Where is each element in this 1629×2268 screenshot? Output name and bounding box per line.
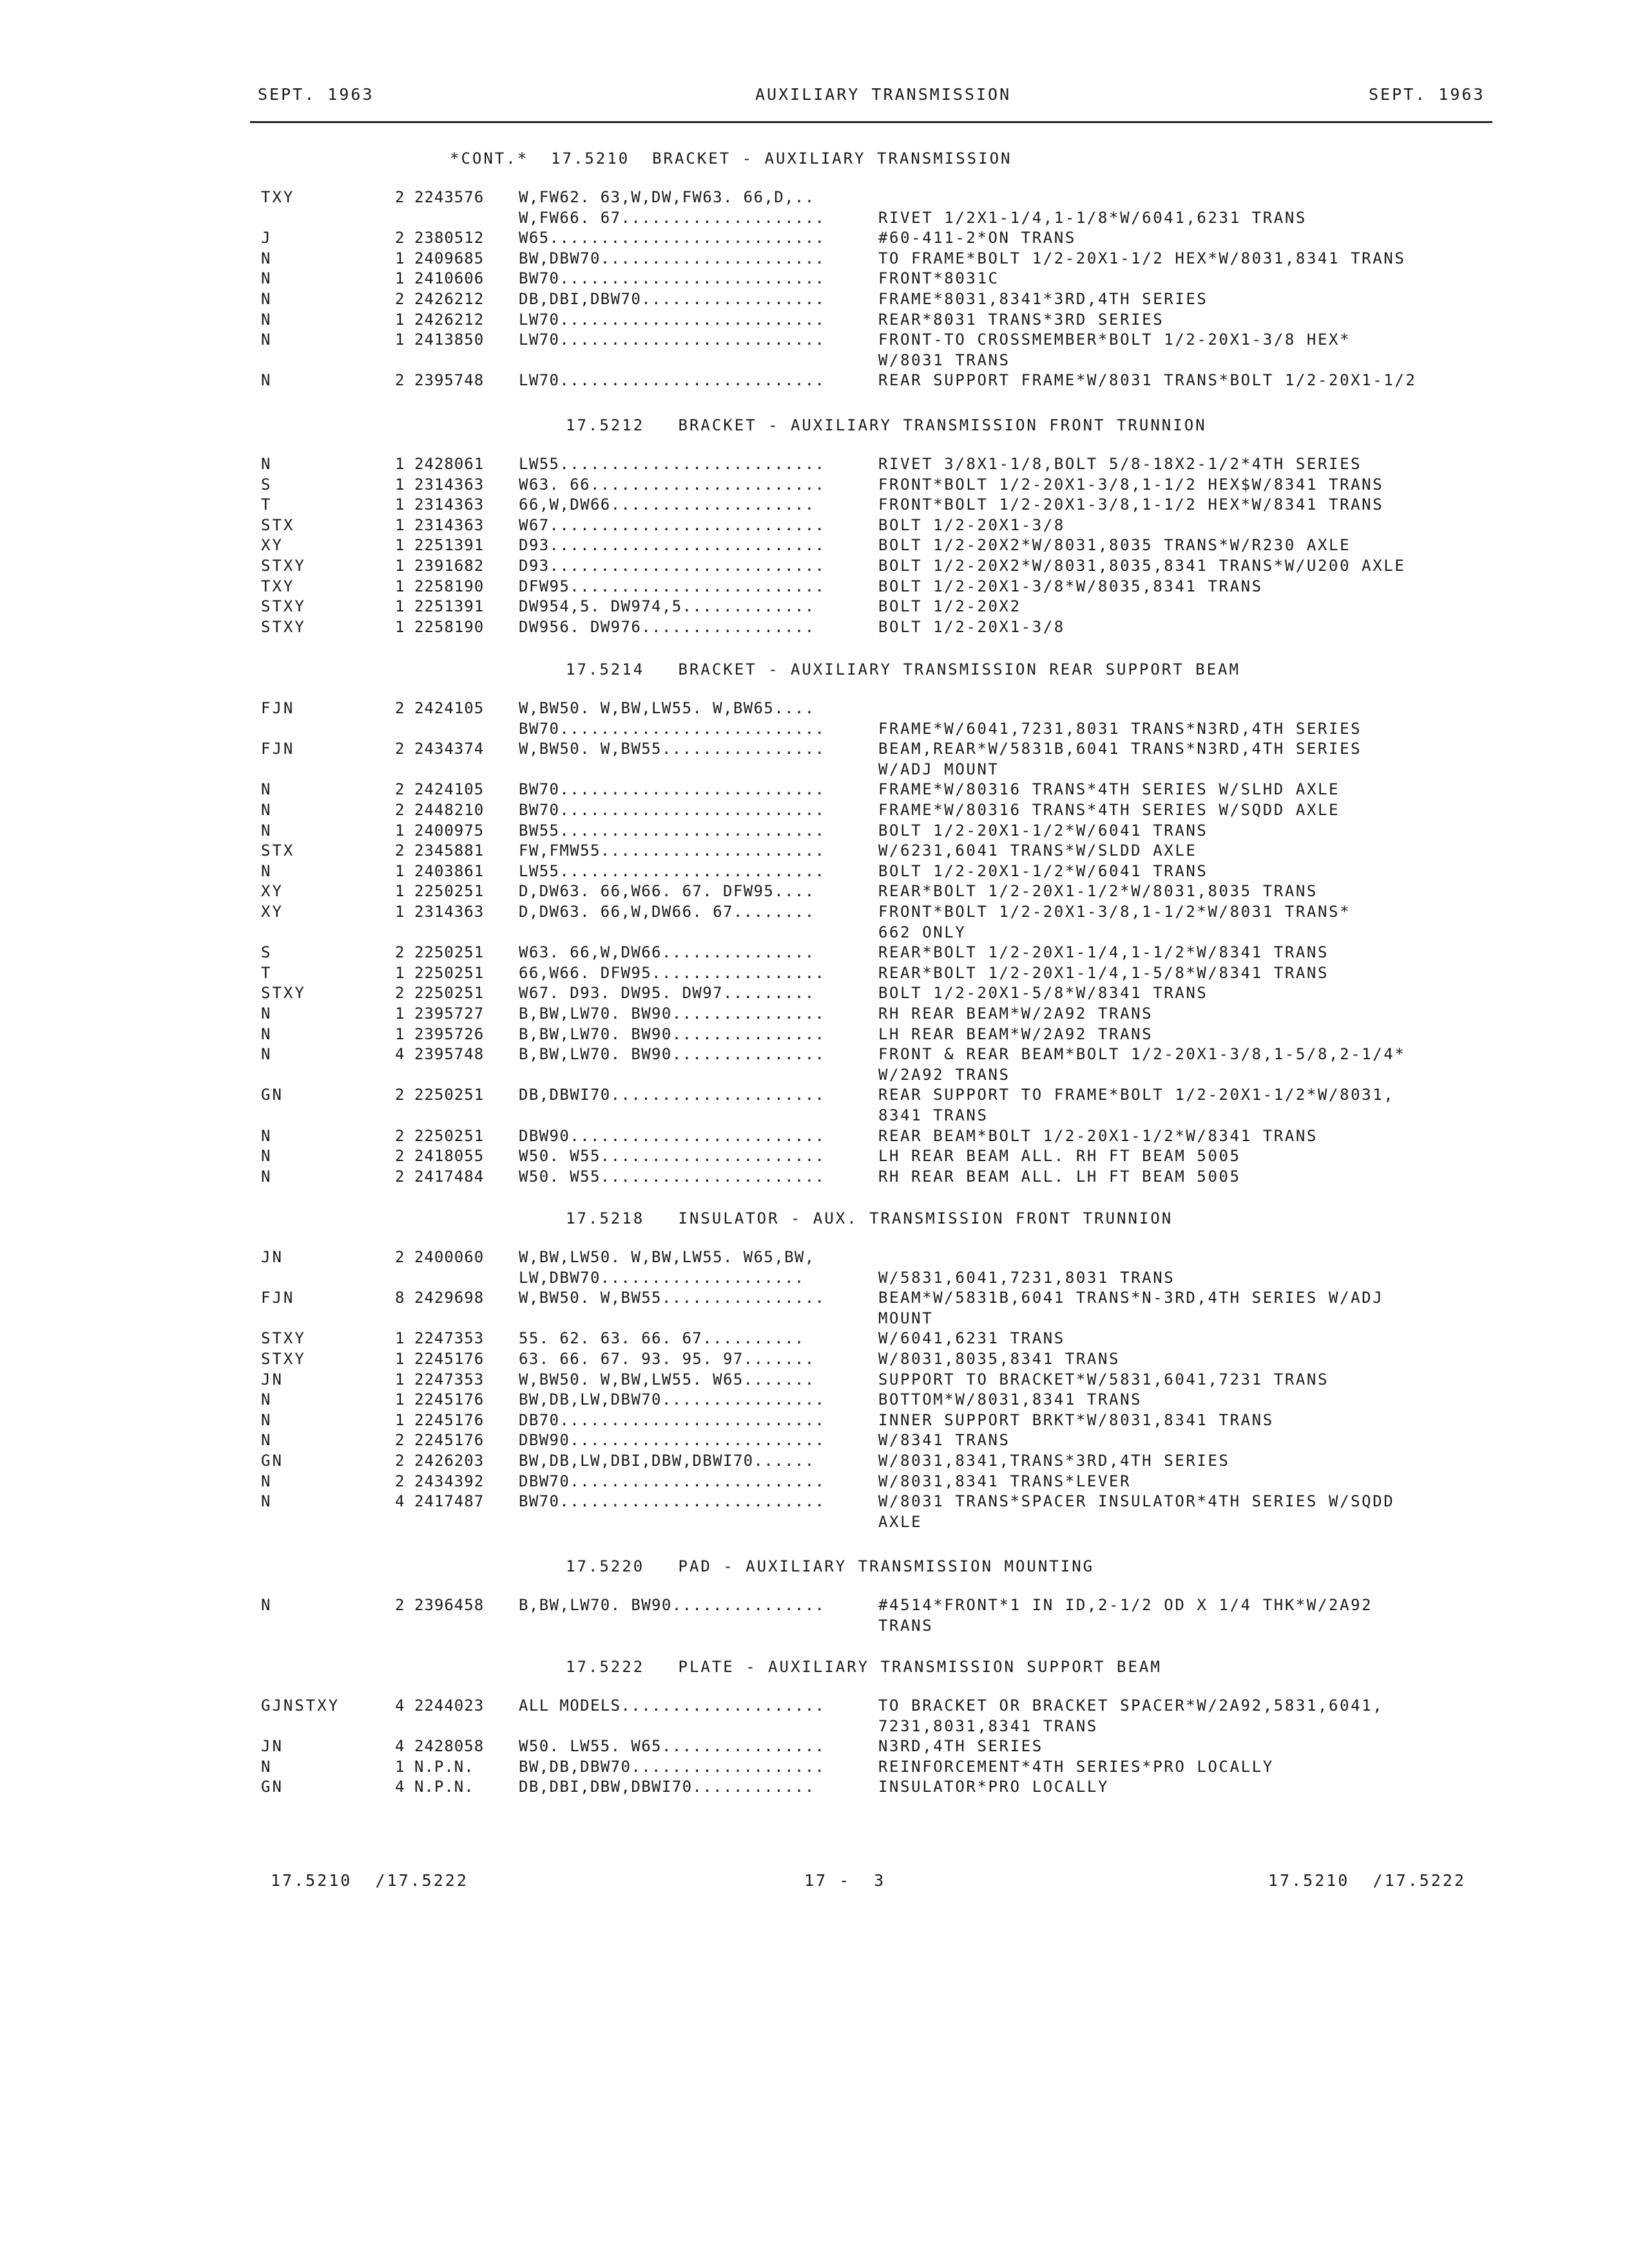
row-description: BOLT 1/2-20X1-1/2*W/6041 TRANS — [878, 861, 1208, 880]
row-quantity: 2 — [395, 371, 405, 390]
row-part-number: 2426212 — [414, 310, 485, 329]
row-part-number: 2251391 — [414, 597, 485, 616]
row-part-number: 2391682 — [414, 557, 485, 575]
row-description: W/6231,6041 TRANS*W/SLDD AXLE — [878, 841, 1197, 860]
row-usage-code: N — [261, 1045, 273, 1064]
row-quantity: 1 — [395, 455, 405, 473]
row-description: BOLT 1/2-20X1-3/8 — [878, 617, 1065, 636]
row-quantity: 2 — [395, 780, 405, 799]
row-usage-code: N — [261, 1167, 273, 1186]
row-quantity: 1 — [395, 1370, 405, 1389]
row-usage-code: S — [261, 943, 273, 962]
row-models: B,BW,LW70. BW90............... — [519, 1004, 825, 1023]
row-part-number: N.P.N. — [414, 1778, 474, 1796]
row-quantity: 4 — [395, 1045, 405, 1064]
row-usage-code: N — [261, 780, 273, 799]
row-description: #60-411-2*ON TRANS — [878, 229, 1076, 247]
row-quantity: 2 — [395, 1086, 405, 1104]
row-quantity: 1 — [395, 495, 405, 514]
row-quantity: 1 — [395, 1024, 405, 1043]
row-description: FRAME*W/80316 TRANS*4TH SERIES W/SLHD AXLE — [878, 780, 1340, 799]
row-models: LW,DBW70.................... — [519, 1268, 805, 1287]
row-models: D93........................... — [519, 536, 825, 555]
row-part-number: 2380512 — [414, 229, 485, 247]
row-part-number: 2345881 — [414, 841, 485, 860]
row-part-number: 2395726 — [414, 1024, 485, 1043]
row-description: MOUNT — [878, 1309, 934, 1327]
row-models: W,BW,LW50. W,BW,LW55. W65,BW, — [519, 1248, 815, 1266]
row-models: BW70.......................... — [519, 269, 825, 288]
row-description: FRONT-TO CROSSMEMBER*BOLT 1/2-20X1-3/8 HEX* — [878, 331, 1351, 349]
row-part-number: 2426212 — [414, 290, 485, 308]
row-models: W63. 66....................... — [519, 475, 825, 494]
row-quantity: 2 — [395, 1126, 405, 1145]
row-part-number: 2258190 — [414, 577, 485, 595]
row-description: FRONT*BOLT 1/2-20X1-3/8,1-1/2 HEX*W/8341 TRANS — [878, 495, 1384, 514]
header-date-left: SEPT. 1963 — [258, 85, 374, 104]
row-models: LW55.......................... — [519, 455, 825, 473]
section-title: 17.5212 BRACKET - AUXILIARY TRANSMISSION FRONT TRUNNION — [566, 416, 1207, 434]
row-description: FRAME*W/80316 TRANS*4TH SERIES W/SQDD AXLE — [878, 801, 1340, 819]
row-models: W67. D93. DW95. DW97......... — [519, 984, 815, 1003]
row-quantity: 1 — [395, 269, 405, 288]
row-description: TRANS — [878, 1616, 934, 1635]
row-description: FRONT*8031C — [878, 269, 999, 288]
row-quantity: 1 — [395, 821, 405, 840]
row-models: DW956. DW976................. — [519, 617, 815, 636]
row-usage-code: N — [261, 455, 273, 473]
row-description: N3RD,4TH SERIES — [878, 1737, 1043, 1756]
row-quantity: 1 — [395, 963, 405, 982]
row-usage-code: N — [261, 269, 273, 288]
row-models: BW,DBW70...................... — [519, 249, 825, 267]
row-models: D,DW63. 66,W,DW66. 67........ — [519, 903, 815, 921]
row-quantity: 1 — [395, 577, 405, 595]
row-quantity: 1 — [395, 1390, 405, 1409]
row-description: FRAME*8031,8341*3RD,4TH SERIES — [878, 290, 1208, 308]
row-description: W/8031,8341,TRANS*3RD,4TH SERIES — [878, 1452, 1230, 1470]
row-description: W/2A92 TRANS — [878, 1065, 1010, 1084]
row-quantity: 2 — [395, 801, 405, 819]
row-models: LW55.......................... — [519, 861, 825, 880]
row-part-number: 2428061 — [414, 455, 485, 473]
row-quantity: 1 — [395, 515, 405, 534]
row-usage-code: N — [261, 821, 273, 840]
row-description: 8341 TRANS — [878, 1106, 988, 1124]
row-models: 66,W66. DFW95................. — [519, 963, 825, 982]
row-part-number: 2434392 — [414, 1472, 485, 1490]
row-usage-code: T — [261, 495, 273, 514]
row-quantity: 1 — [395, 1329, 405, 1348]
row-models: DBW90......................... — [519, 1126, 825, 1145]
row-usage-code: STXY — [261, 597, 306, 616]
row-usage-code: JN — [261, 1248, 284, 1266]
row-description: 662 ONLY — [878, 923, 967, 941]
row-part-number: 2429698 — [414, 1289, 485, 1307]
row-models: LW70.......................... — [519, 331, 825, 349]
section-title: 17.5218 INSULATOR - AUX. TRANSMISSION FRONT TRUNNION — [566, 1209, 1173, 1227]
row-models: W63. 66,W,DW66............... — [519, 943, 815, 962]
row-usage-code: N — [261, 1472, 273, 1490]
row-quantity: 4 — [395, 1737, 405, 1756]
row-usage-code: N — [261, 1431, 273, 1450]
row-description: BOLT 1/2-20X2*W/8031,8035 TRANS*W/R230 AXLE — [878, 536, 1351, 555]
row-quantity: 1 — [395, 249, 405, 267]
row-part-number: 2395748 — [414, 1045, 485, 1064]
row-part-number: 2428058 — [414, 1737, 485, 1756]
row-description: W/8031,8341 TRANS*LEVER — [878, 1472, 1132, 1490]
row-quantity: 4 — [395, 1492, 405, 1511]
row-description: INNER SUPPORT BRKT*W/8031,8341 TRANS — [878, 1410, 1274, 1429]
row-usage-code: N — [261, 249, 273, 267]
row-part-number: 2245176 — [414, 1410, 485, 1429]
row-part-number: 2448210 — [414, 801, 485, 819]
row-part-number: 2247353 — [414, 1370, 485, 1389]
row-description: REAR*BOLT 1/2-20X1-1/2*W/8031,8035 TRANS — [878, 882, 1318, 901]
row-usage-code: STXY — [261, 617, 306, 636]
row-models: D93........................... — [519, 557, 825, 575]
row-models: W50. LW55. W65................ — [519, 1737, 825, 1756]
row-quantity: 2 — [395, 1431, 405, 1450]
row-models: W50. W55...................... — [519, 1147, 825, 1166]
row-quantity: 1 — [395, 882, 405, 901]
header-rule — [250, 121, 1492, 123]
row-usage-code: N — [261, 1126, 273, 1145]
row-part-number: 2245176 — [414, 1350, 485, 1368]
row-usage-code: N — [261, 290, 273, 308]
row-quantity: 1 — [395, 861, 405, 880]
row-usage-code: J — [261, 229, 273, 247]
section-title: *CONT.* 17.5210 BRACKET - AUXILIARY TRANSMISSION — [450, 149, 1012, 168]
row-quantity: 2 — [395, 1472, 405, 1490]
row-quantity: 8 — [395, 1289, 405, 1307]
row-part-number: 2424105 — [414, 780, 485, 799]
row-usage-code: STXY — [261, 1329, 306, 1348]
row-description: RH REAR BEAM ALL. LH FT BEAM 5005 — [878, 1167, 1241, 1186]
row-description: FRAME*W/6041,7231,8031 TRANS*N3RD,4TH SERIES — [878, 719, 1362, 738]
row-usage-code: N — [261, 1004, 273, 1023]
row-models: B,BW,LW70. BW90............... — [519, 1045, 825, 1064]
row-models: BW,DB,LW,DBW70................ — [519, 1390, 825, 1409]
row-part-number: N.P.N. — [414, 1757, 474, 1776]
row-description: RH REAR BEAM*W/2A92 TRANS — [878, 1004, 1153, 1023]
row-models: BW70.......................... — [519, 719, 825, 738]
row-part-number: 2314363 — [414, 475, 485, 494]
row-usage-code: N — [261, 861, 273, 880]
row-description: W/8031,8035,8341 TRANS — [878, 1350, 1121, 1368]
row-models: DBW70......................... — [519, 1472, 825, 1490]
row-part-number: 2314363 — [414, 515, 485, 534]
row-description: REAR BEAM*BOLT 1/2-20X1-1/2*W/8341 TRANS — [878, 1126, 1318, 1145]
row-quantity: 2 — [395, 290, 405, 308]
row-usage-code: GN — [261, 1778, 284, 1796]
row-quantity: 2 — [395, 229, 405, 247]
row-description: 7231,8031,8341 TRANS — [878, 1716, 1098, 1735]
row-usage-code: N — [261, 371, 273, 390]
row-usage-code: TXY — [261, 188, 295, 206]
footer-range-right: 17.5210 /17.5222 — [1268, 1871, 1466, 1890]
row-part-number: 2314363 — [414, 903, 485, 921]
row-models: BW70.......................... — [519, 780, 825, 799]
row-quantity: 2 — [395, 1452, 405, 1470]
row-description: SUPPORT TO BRACKET*W/5831,6041,7231 TRANS — [878, 1370, 1329, 1389]
row-usage-code: N — [261, 310, 273, 329]
row-description: LH REAR BEAM*W/2A92 TRANS — [878, 1024, 1153, 1043]
row-usage-code: N — [261, 1147, 273, 1166]
footer-page-number: 17 - 3 — [804, 1871, 886, 1890]
row-models: B,BW,LW70. BW90............... — [519, 1024, 825, 1043]
section-title: 17.5222 PLATE - AUXILIARY TRANSMISSION SUPPORT BEAM — [566, 1658, 1162, 1676]
row-models: DB,DBI,DBW70.................. — [519, 290, 825, 308]
row-part-number: 2409685 — [414, 249, 485, 267]
row-usage-code: XY — [261, 903, 284, 921]
row-usage-code: N — [261, 801, 273, 819]
row-usage-code: JN — [261, 1370, 284, 1389]
row-quantity: 1 — [395, 1350, 405, 1368]
row-description: RIVET 3/8X1-1/8,BOLT 5/8-18X2-1/2*4TH SERIES — [878, 455, 1362, 473]
row-quantity: 1 — [395, 536, 405, 555]
row-models: W,FW66. 67.................... — [519, 208, 825, 227]
row-usage-code: N — [261, 1492, 273, 1511]
row-models: FW,FMW55...................... — [519, 841, 825, 860]
row-part-number: 2314363 — [414, 495, 485, 514]
row-models: 66,W,DW66.................... — [519, 495, 815, 514]
row-quantity: 1 — [395, 617, 405, 636]
row-description: REAR*8031 TRANS*3RD SERIES — [878, 310, 1164, 329]
row-usage-code: TXY — [261, 577, 295, 595]
section-title: 17.5220 PAD - AUXILIARY TRANSMISSION MOUNTING — [566, 1557, 1095, 1575]
row-models: DB,DBI,DBW,DBWI70............ — [519, 1778, 815, 1796]
row-quantity: 1 — [395, 597, 405, 616]
row-part-number: 2250251 — [414, 1126, 485, 1145]
row-description: REAR*BOLT 1/2-20X1-1/4,1-5/8*W/8341 TRANS — [878, 963, 1329, 982]
row-quantity: 2 — [395, 1596, 405, 1614]
row-part-number: 2413850 — [414, 331, 485, 349]
row-models: ALL MODELS.................... — [519, 1696, 825, 1715]
row-models: D,DW63. 66,W66. 67. DFW95.... — [519, 882, 815, 901]
row-models: BW70.......................... — [519, 801, 825, 819]
row-quantity: 2 — [395, 943, 405, 962]
row-quantity: 2 — [395, 1147, 405, 1166]
row-models: DW954,5. DW974,5............. — [519, 597, 815, 616]
row-models: 55. 62. 63. 66. 67.......... — [519, 1329, 805, 1348]
row-part-number: 2250251 — [414, 1086, 485, 1104]
row-part-number: 2243576 — [414, 188, 485, 206]
row-description: AXLE — [878, 1512, 923, 1531]
row-quantity: 1 — [395, 331, 405, 349]
row-models: W65........................... — [519, 229, 825, 247]
row-description: W/6041,6231 TRANS — [878, 1329, 1065, 1348]
row-description: BOLT 1/2-20X2*W/8031,8035,8341 TRANS*W/U200 AXLE — [878, 557, 1406, 575]
row-description: BOLT 1/2-20X1-5/8*W/8341 TRANS — [878, 984, 1208, 1003]
row-part-number: 2250251 — [414, 984, 485, 1003]
row-part-number: 2395727 — [414, 1004, 485, 1023]
row-description: W/8341 TRANS — [878, 1431, 1010, 1450]
row-part-number: 2245176 — [414, 1431, 485, 1450]
row-usage-code: XY — [261, 536, 284, 555]
row-part-number: 2403861 — [414, 861, 485, 880]
row-usage-code: N — [261, 1410, 273, 1429]
row-part-number: 2400060 — [414, 1248, 485, 1266]
row-description: W/5831,6041,7231,8031 TRANS — [878, 1268, 1175, 1287]
row-models: BW55.......................... — [519, 821, 825, 840]
row-part-number: 2418055 — [414, 1147, 485, 1166]
row-models: W,BW50. W,BW,LW55. W65....... — [519, 1370, 815, 1389]
row-models: B,BW,LW70. BW90............... — [519, 1596, 825, 1614]
row-usage-code: XY — [261, 882, 284, 901]
row-models: 63. 66. 67. 93. 95. 97....... — [519, 1350, 815, 1368]
row-models: DBW90......................... — [519, 1431, 825, 1450]
row-models: BW70.......................... — [519, 1492, 825, 1511]
row-models: BW,DB,LW,DBI,DBW,DBWI70...... — [519, 1452, 815, 1470]
row-models: W67........................... — [519, 515, 825, 534]
row-part-number: 2434374 — [414, 740, 485, 758]
row-quantity: 2 — [395, 740, 405, 758]
row-usage-code: GN — [261, 1452, 284, 1470]
row-quantity: 2 — [395, 1167, 405, 1186]
row-usage-code: JN — [261, 1737, 284, 1756]
row-models: DFW95......................... — [519, 577, 825, 595]
row-description: W/8031 TRANS*SPACER INSULATOR*4TH SERIES W/SQDD — [878, 1492, 1395, 1511]
row-usage-code: FJN — [261, 740, 295, 758]
row-models: LW70.......................... — [519, 371, 825, 390]
row-usage-code: STXY — [261, 984, 306, 1003]
row-quantity: 2 — [395, 841, 405, 860]
section-title: 17.5214 BRACKET - AUXILIARY TRANSMISSION REAR SUPPORT BEAM — [566, 660, 1240, 678]
row-description: BOLT 1/2-20X2 — [878, 597, 1021, 616]
row-usage-code: N — [261, 1390, 273, 1409]
row-quantity: 2 — [395, 188, 405, 206]
row-usage-code: N — [261, 1024, 273, 1043]
row-quantity: 1 — [395, 903, 405, 921]
row-quantity: 2 — [395, 984, 405, 1003]
footer-range-left: 17.5210 /17.5222 — [271, 1871, 468, 1890]
row-models: W,BW50. W,BW55................ — [519, 740, 825, 758]
row-models: W,FW62. 63,W,DW,FW63. 66,D,.. — [519, 188, 815, 206]
row-part-number: 2400975 — [414, 821, 485, 840]
row-part-number: 2245176 — [414, 1390, 485, 1409]
row-part-number: 2258190 — [414, 617, 485, 636]
row-description: BOLT 1/2-20X1-3/8*W/8035,8341 TRANS — [878, 577, 1263, 595]
header-date-right: SEPT. 1963 — [1369, 85, 1485, 104]
row-models: W50. W55...................... — [519, 1167, 825, 1186]
row-description: REAR SUPPORT FRAME*W/8031 TRANS*BOLT 1/2-20X1-1/2 — [878, 371, 1417, 390]
row-quantity: 4 — [395, 1778, 405, 1796]
row-usage-code: STX — [261, 841, 295, 860]
row-description: BOLT 1/2-20X1-1/2*W/6041 TRANS — [878, 821, 1208, 840]
row-part-number: 2250251 — [414, 882, 485, 901]
row-part-number: 2250251 — [414, 963, 485, 982]
row-description: FRONT & REAR BEAM*BOLT 1/2-20X1-3/8,1-5/8,2-1/4* — [878, 1045, 1406, 1064]
row-description: FRONT*BOLT 1/2-20X1-3/8,1-1/2 HEX$W/8341 TRANS — [878, 475, 1384, 494]
row-description: TO FRAME*BOLT 1/2-20X1-1/2 HEX*W/8031,8341 TRANS — [878, 249, 1406, 267]
row-models: W,BW50. W,BW,LW55. W,BW65.... — [519, 699, 815, 717]
row-quantity: 4 — [395, 1696, 405, 1715]
row-quantity: 1 — [395, 475, 405, 494]
row-part-number: 2244023 — [414, 1696, 485, 1715]
row-part-number: 2417484 — [414, 1167, 485, 1186]
row-description: TO BRACKET OR BRACKET SPACER*W/2A92,5831,6041, — [878, 1696, 1384, 1715]
row-quantity: 1 — [395, 1757, 405, 1776]
row-usage-code: N — [261, 1596, 273, 1614]
row-usage-code: FJN — [261, 699, 295, 717]
row-description: REAR SUPPORT TO FRAME*BOLT 1/2-20X1-1/2*W/8031, — [878, 1086, 1395, 1104]
row-part-number: 2424105 — [414, 699, 485, 717]
row-part-number: 2251391 — [414, 536, 485, 555]
row-quantity: 1 — [395, 310, 405, 329]
row-usage-code: GJNSTXY — [261, 1696, 340, 1715]
row-part-number: 2426203 — [414, 1452, 485, 1470]
row-part-number: 2410606 — [414, 269, 485, 288]
row-quantity: 1 — [395, 1004, 405, 1023]
row-usage-code: GN — [261, 1086, 284, 1104]
row-usage-code: FJN — [261, 1289, 295, 1307]
row-usage-code: N — [261, 331, 273, 349]
row-usage-code: STXY — [261, 557, 306, 575]
row-description: #4514*FRONT*1 IN ID,2-1/2 OD X 1/4 THK*W/2A92 — [878, 1596, 1373, 1614]
row-description: BEAM*W/5831B,6041 TRANS*N-3RD,4TH SERIES W/ADJ — [878, 1289, 1384, 1307]
row-quantity: 1 — [395, 1410, 405, 1429]
row-description: REAR*BOLT 1/2-20X1-1/4,1-1/2*W/8341 TRANS — [878, 943, 1329, 962]
row-description: W/ADJ MOUNT — [878, 760, 999, 778]
row-description: BOTTOM*W/8031,8341 TRANS — [878, 1390, 1142, 1409]
row-part-number: 2247353 — [414, 1329, 485, 1348]
row-description: INSULATOR*PRO LOCALLY — [878, 1778, 1110, 1796]
row-description: REINFORCEMENT*4TH SERIES*PRO LOCALLY — [878, 1757, 1274, 1776]
row-description: BEAM,REAR*W/5831B,6041 TRANS*N3RD,4TH SERIES — [878, 740, 1362, 758]
row-part-number: 2396458 — [414, 1596, 485, 1614]
row-description: BOLT 1/2-20X1-3/8 — [878, 515, 1065, 534]
row-models: DB,DBWI70..................... — [519, 1086, 825, 1104]
row-usage-code: STX — [261, 515, 295, 534]
row-models: DB70.......................... — [519, 1410, 825, 1429]
row-part-number: 2417487 — [414, 1492, 485, 1511]
row-models: W,BW50. W,BW55................ — [519, 1289, 825, 1307]
row-usage-code: S — [261, 475, 273, 494]
row-usage-code: STXY — [261, 1350, 306, 1368]
row-description: RIVET 1/2X1-1/4,1-1/8*W/6041,6231 TRANS — [878, 208, 1307, 227]
row-description: W/8031 TRANS — [878, 351, 1010, 369]
row-models: BW,DB,DBW70................... — [519, 1757, 825, 1776]
row-quantity: 2 — [395, 699, 405, 717]
row-usage-code: N — [261, 1757, 273, 1776]
row-quantity: 2 — [395, 1248, 405, 1266]
row-description: FRONT*BOLT 1/2-20X1-3/8,1-1/2*W/8031 TRANS* — [878, 903, 1351, 921]
row-models: LW70.......................... — [519, 310, 825, 329]
row-description: LH REAR BEAM ALL. RH FT BEAM 5005 — [878, 1147, 1241, 1166]
row-usage-code: T — [261, 963, 273, 982]
row-part-number: 2395748 — [414, 371, 485, 390]
row-quantity: 1 — [395, 557, 405, 575]
row-part-number: 2250251 — [414, 943, 485, 962]
header-title: AUXILIARY TRANSMISSION — [755, 85, 1012, 104]
